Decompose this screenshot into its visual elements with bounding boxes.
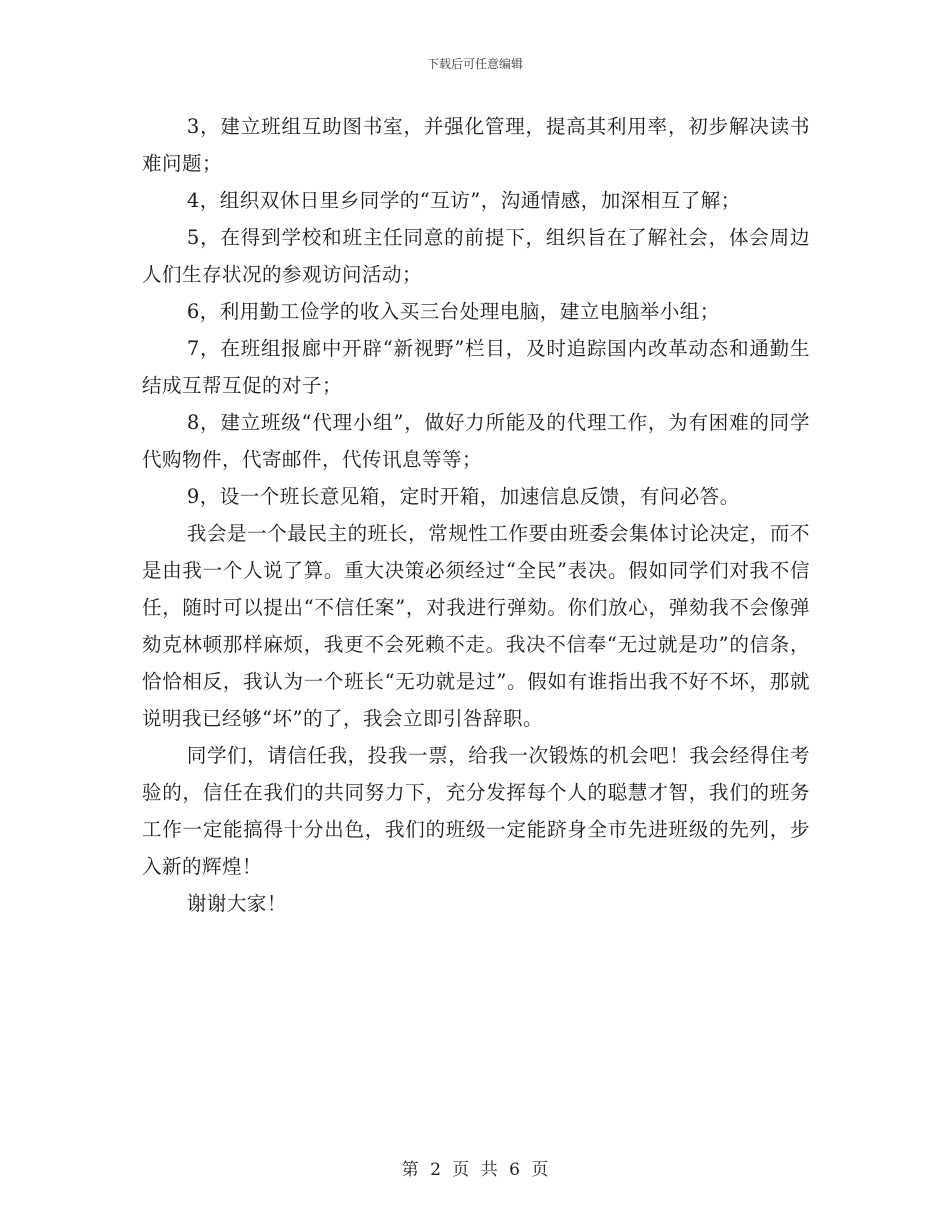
document-body — [142, 108, 810, 922]
paragraph-democratic-monitor: 我会是一个最民主的班长，常规性工作要由班委会集体讨论决定，而不是由我一个人说了算。重大决策必须经过“全民”表决。假如同学们对我不信任，随时可以提出“不信任案”，对我进行弹劾。你们放心，弹劾我不会像弹劾克林顿那样麻烦，我更不会死赖不走。我决不信奉“无过就是功”的信条，恰恰相反，我认为一个班长“无功就是过”。假如有谁指出我不好不坏，那就说明我已经够“坏”的了，我会立即引咎辞职。 — [142, 522, 810, 730]
paragraph-item-9: 9，设一个班长意见箱，定时开箱，加速信息反馈，有问必答。 — [186, 485, 740, 508]
paragraph-item-3: 3，建立班组互助图书室，并强化管理，提高其利用率，初步解决读书难问题； — [142, 115, 810, 175]
paragraph-thanks: 谢谢大家！ — [186, 892, 287, 915]
page-header: 下载后可任意编辑 — [426, 57, 523, 71]
paragraph-item-8: 8，建立班级“代理小组”，做好力所能及的代理工作，为有困难的同学代购物件，代寄邮件，代传讯息等等； — [142, 411, 810, 471]
paragraph-item-6: 6，利用勤工俭学的收入买三台处理电脑，建立电脑举小组； — [186, 300, 720, 323]
paragraph-appeal: 同学们，请信任我，投我一票，给我一次锻炼的机会吧！我会经得住考验的，信任在我们的共同努力下，充分发挥每个人的聪慧才智，我们的班务工作一定能搞得十分出色，我们的班级一定能跻身全市先进班级的先列，步入新的辉煌！ — [142, 744, 810, 878]
paragraph-item-5: 5，在得到学校和班主任同意的前提下，组织旨在了解社会，体会周边人们生存状况的参观访问活动； — [142, 226, 810, 286]
paragraph-item-4: 4，组织双休日里乡同学的“互访”，沟通情感，加深相互了解； — [186, 189, 741, 212]
page-number-footer: 第 2 页 共 6 页 — [401, 1160, 549, 1180]
paragraph-item-7: 7，在班组报廊中开辟“新视野”栏目，及时追踪国内改革动态和通勤生结成互帮互促的对子； — [142, 337, 810, 397]
